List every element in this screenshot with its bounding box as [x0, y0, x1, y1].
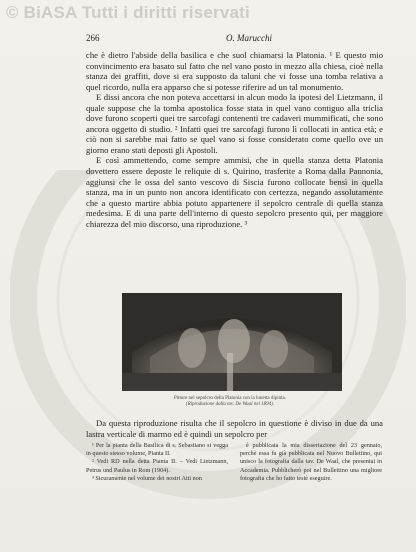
caption-line: (Riproduzione dalla tav. De Waal nel 1894). — [185, 402, 275, 408]
page-number: 266 — [86, 33, 100, 43]
footnotes-left-column — [86, 442, 228, 483]
continued-text — [86, 418, 383, 440]
figure-caption — [100, 396, 360, 409]
footnote: è pubblicata la mia dissertazione del 23 gennaio, perchè essa fu già pubblicata nel Nuovo Bullettino, qui unisco la fotografia dalla tav. De Waal, che presentai in Accademia. Pubblicherò poi nel Bullettino una migliore fotografia che ho fatto testè eseguire. — [240, 442, 382, 482]
footnote: ³ Sicuramente nel volume dei nostri Atti non — [92, 474, 202, 482]
paragraph: E dissi ancora che non poteva accettarsi in alcun modo la ipotesi del Lietzmann, il quale suppose che la tomba apostolica fosse stata in quel vano contiguo alla triclia dove furono scoperti quei tre sarcofagi contenenti tre cadaveri mummificati, che sono ancora oggetto di studio. ² Infatti quei tre sarcofagi furono lì collocati in antica età; e ciò non si sarebbe mai fatto se quel vano si fosse considerato come quello ove un giorno erano stati deposti gli Apostoli. — [86, 92, 383, 155]
copyright-watermark: © BiASA Tutti i diritti riservati — [6, 3, 250, 22]
paragraph: Da questa riproduzione risulta che il sepolcro in questione è diviso in due da una lastra verticale di marmo ed è quindi un sepolcro per — [86, 418, 383, 439]
paragraph: che è dietro l'abside della basilica e che suol chiamarsi la Platonia. ¹ E questo mio convincimento era basato sul fatto che nel vano posto in mezzo alla chiesa, cioè nella stanza dei graffiti, dove si era supposto da taluni che vi fosse una tomba relativa a quel ricordo, nulla era apparso che si potesse riferire ad un tal monumento. — [86, 50, 383, 92]
footnote: ¹ Per la pianta della Basilica di s. Sebastiano si vegga in questo stesso volume, Pianta II. — [86, 442, 228, 458]
main-text — [86, 50, 383, 229]
footnote: ² Vedi RD nella detta Pianta II. – Vedi Lietzmann, Petrus und Paulus in Rom (1904). — [86, 458, 228, 474]
footnotes-right-column — [240, 442, 382, 483]
tomb-photograph — [122, 293, 342, 391]
paragraph: E così ammettendo, come sempre ammisi, che in quella stanza detta Platonia dovettero essere deposte le reliquie di s. Quirino, trasferite a Roma dalla Pannonia, aggiunsi che le ossa del santo vescovo di Siscia furono collocate bensì in quella stanza, ma in un punto non ancora identificato con certezza, negando assolutamente che a questo martire abbia potuto appartenere il sepolcro centrale di quella stanza medesima. E di una parte dell'interno di questo sepolcro presento qui, per maggiore chiarezza del mio discorso, una riproduzione. ³ — [86, 155, 383, 229]
page-header — [86, 33, 386, 45]
running-title: O. Marucchi — [226, 33, 272, 43]
caption-line: Pitture nel sepolcro della Platonia con la lunetta dipinta. — [173, 396, 287, 401]
photo-image — [122, 293, 342, 391]
